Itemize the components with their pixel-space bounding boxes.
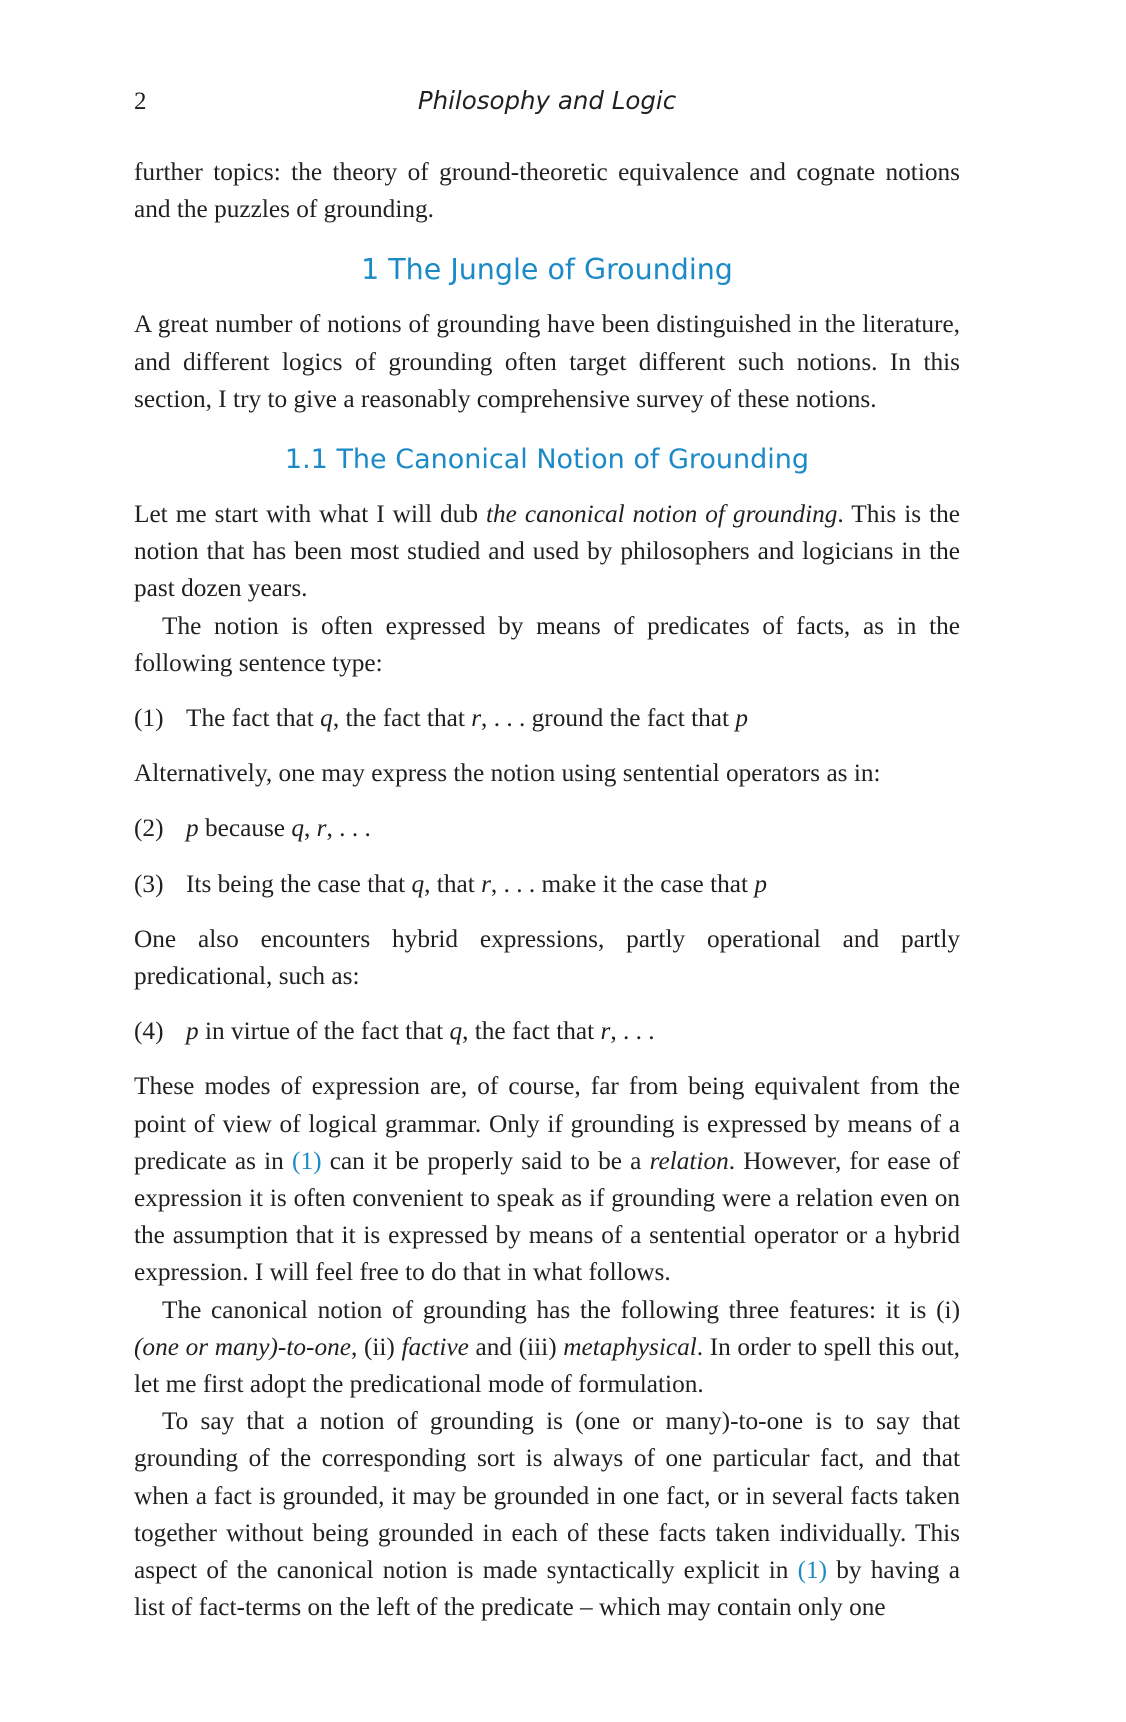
paragraph-hybrid: One also encounters hybrid expressions, partly operational and partly predicational, such as: [134,924,960,991]
example-text [186,866,960,903]
example-number: (4) [134,1017,164,1046]
text-run: , [304,814,317,843]
text-run: , the fact that [462,1017,601,1046]
text-run: These modes of expression are, of course, far from being equivalent from the point of view of logical grammar. Only if grounding is expressed by means of a predicate as in [134,1072,960,1175]
paragraph-section-intro: A great number of notions of grounding have been distinguished in the literature, and different logics of grounding often target different such notions. In this section, I try to give a reasonably comprehensive survey of these notions. [134,310,960,413]
italic-term-factive: factive [401,1332,469,1361]
cross-reference-link[interactable]: (1) [797,1556,828,1585]
text-run: Its being the case that [186,869,412,898]
variable-p: p [186,1017,199,1046]
text-run: by having a list of fact-terms on the left of the predicate – which may contain only one [134,1556,960,1622]
paragraph-intro: further topics: the theory of ground-theoretic equivalence and cognate notions and the puzzles of grounding. [134,158,960,224]
text-run: , the fact that [332,704,472,733]
example-number: (1) [134,704,164,733]
paragraph-alternatively: Alternatively, one may express the notion using sentential operators as in: [134,759,881,788]
example-text [186,810,960,847]
text-run: . In order to spell this out, let me first adopt the predicational mode of formulation. [134,1332,960,1399]
variable-q: q [411,869,425,898]
section-heading: 1 The Jungle of Grounding [361,253,733,287]
example-text [186,700,960,737]
text-run: , . . . make it the case that [490,869,755,898]
paragraph-features [134,1292,960,1404]
example-1 [134,700,960,737]
running-head [134,82,960,122]
italic-term-one-many: (one or many)-to-one [134,1332,351,1361]
text-run: The fact that [186,704,321,733]
text-run: because [198,814,292,843]
subsection-heading: 1.1 The Canonical Notion of Grounding [284,444,810,476]
text-run: in virtue of the fact that [198,1017,450,1046]
variable-r: r [471,704,482,733]
paragraph-modes [134,1068,960,1291]
variable-q: q [320,704,333,733]
text-run: , . . . [610,1017,655,1046]
text-run: , that [424,869,482,898]
variable-r: r [481,869,491,898]
paragraph-predicates: The notion is often expressed by means of predicates of facts, as in the following sentence type: [134,611,960,677]
variable-q: q [291,814,305,843]
example-3 [134,866,960,903]
variable-r: r [316,814,327,843]
variable-p: p [735,704,749,733]
paragraph-canonical-start [134,496,960,608]
variable-p: p [754,869,767,898]
running-title: Philosophy and Logic [417,86,677,115]
body-text [134,154,960,1627]
text-run: , . . . [326,814,371,843]
page-number: 2 [134,88,147,115]
text-run: . However, for ease of expression it is often convenient to speak as if grounding were a relation even on the assumption that it is expressed by means of a sentential operator or a hybrid expression. I will feel free to do that in what follows. [134,1146,960,1287]
paragraph-one-many [134,1403,960,1626]
italic-term-relation: relation [649,1146,729,1175]
text-run: and (iii) [468,1332,564,1361]
variable-q: q [449,1017,463,1046]
text-run: The canonical notion of grounding has the following three features: it is (i) [162,1295,960,1324]
example-4 [134,1013,960,1050]
variable-p: p [186,814,199,843]
text-run: Let me start with what I will dub [134,500,486,529]
variable-r: r [600,1017,611,1046]
example-text [186,1013,960,1050]
text-run: , . . . ground the fact that [481,704,736,733]
example-2 [134,810,960,847]
text-run: . This is the notion that has been most studied and used by philosophers and logicians in the past dozen years. [134,500,960,603]
italic-term-metaphysical: metaphysical [563,1332,697,1361]
text-run: To say that a notion of grounding is (one or many)-to-one is to say that grounding of the corresponding sort is always of one particular fact, and that when a fact is grounded, it may be grounded in one fact, or in several facts taken together without being grounded in each of these facts taken individually. This aspect of the canonical notion is made syntactically explicit in [134,1407,960,1585]
text-run: can it be properly said to be a [321,1146,650,1175]
italic-term-canonical: the canonical notion of grounding [485,500,838,529]
cross-reference-link[interactable]: (1) [292,1146,322,1175]
example-number: (2) [134,814,164,843]
example-number: (3) [134,869,164,898]
text-run: , (ii) [350,1332,402,1361]
